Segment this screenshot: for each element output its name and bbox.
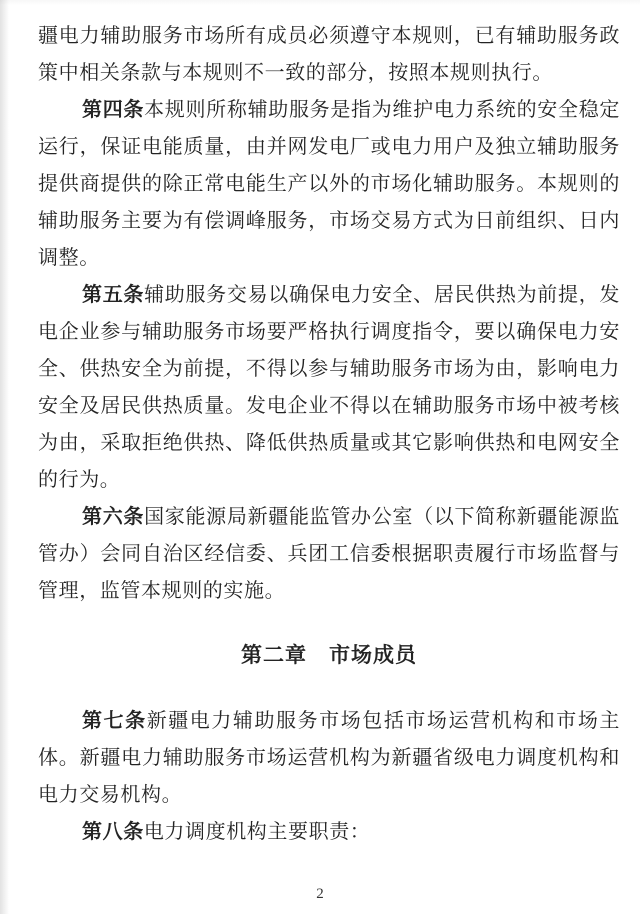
chapter-heading: 第二章 市场成员	[241, 643, 417, 667]
article-paragraph: 第七条新疆电力辅助服务市场包括市场运营机构和市场主体。新疆电力辅助服务市场运营机构为新疆省级电力调度机构和电力交易机构。	[38, 710, 620, 806]
article-paragraph: 第八条电力调度机构主要职责：	[82, 821, 371, 843]
continuation-paragraph: 疆电力辅助服务市场所有成员必须遵守本规则，已有辅助服务政策中相关条款与本规则不一致的部分，按照本规则执行。	[38, 25, 620, 84]
article-paragraph: 第五条辅助服务交易以确保电力安全、居民供热为前提，发电企业参与辅助服务市场要严格执行调度指令，要以确保电力安全、供热安全为前提，不得以参与辅助服务市场为由，影响电力安全及居民供热质量。发电企业不得以在辅助服务市场中被考核为由，采取拒绝供热、降低供热质量或其它影响供热和电网安全的行为。	[38, 284, 620, 491]
article-number: 第七条	[82, 710, 147, 732]
page-number: 2	[316, 886, 324, 902]
scan-edge-top-shadow	[0, 0, 640, 5]
scan-edge-left-shadow	[0, 0, 9, 914]
article-number: 第六条	[82, 506, 145, 528]
article-paragraph: 第四条本规则所称辅助服务是指为维护电力系统的安全稳定运行，保证电能质量，由并网发电厂或电力用户及独立辅助服务提供商提供的除正常电能生产以外的市场化辅助服务。本规则的辅助服务主要为有偿调峰服务，市场交易方式为日前组织、日内调整。	[38, 99, 620, 269]
article-number: 第四条	[82, 99, 145, 121]
article-number: 第五条	[82, 284, 145, 306]
article-number: 第八条	[82, 821, 144, 843]
article-paragraph: 第六条国家能源局新疆能监管办公室（以下简称新疆能源监管办）会同自治区经信委、兵团工信委根据职责履行市场监督与管理，监管本规则的实施。	[38, 506, 620, 602]
document-content	[38, 18, 620, 851]
